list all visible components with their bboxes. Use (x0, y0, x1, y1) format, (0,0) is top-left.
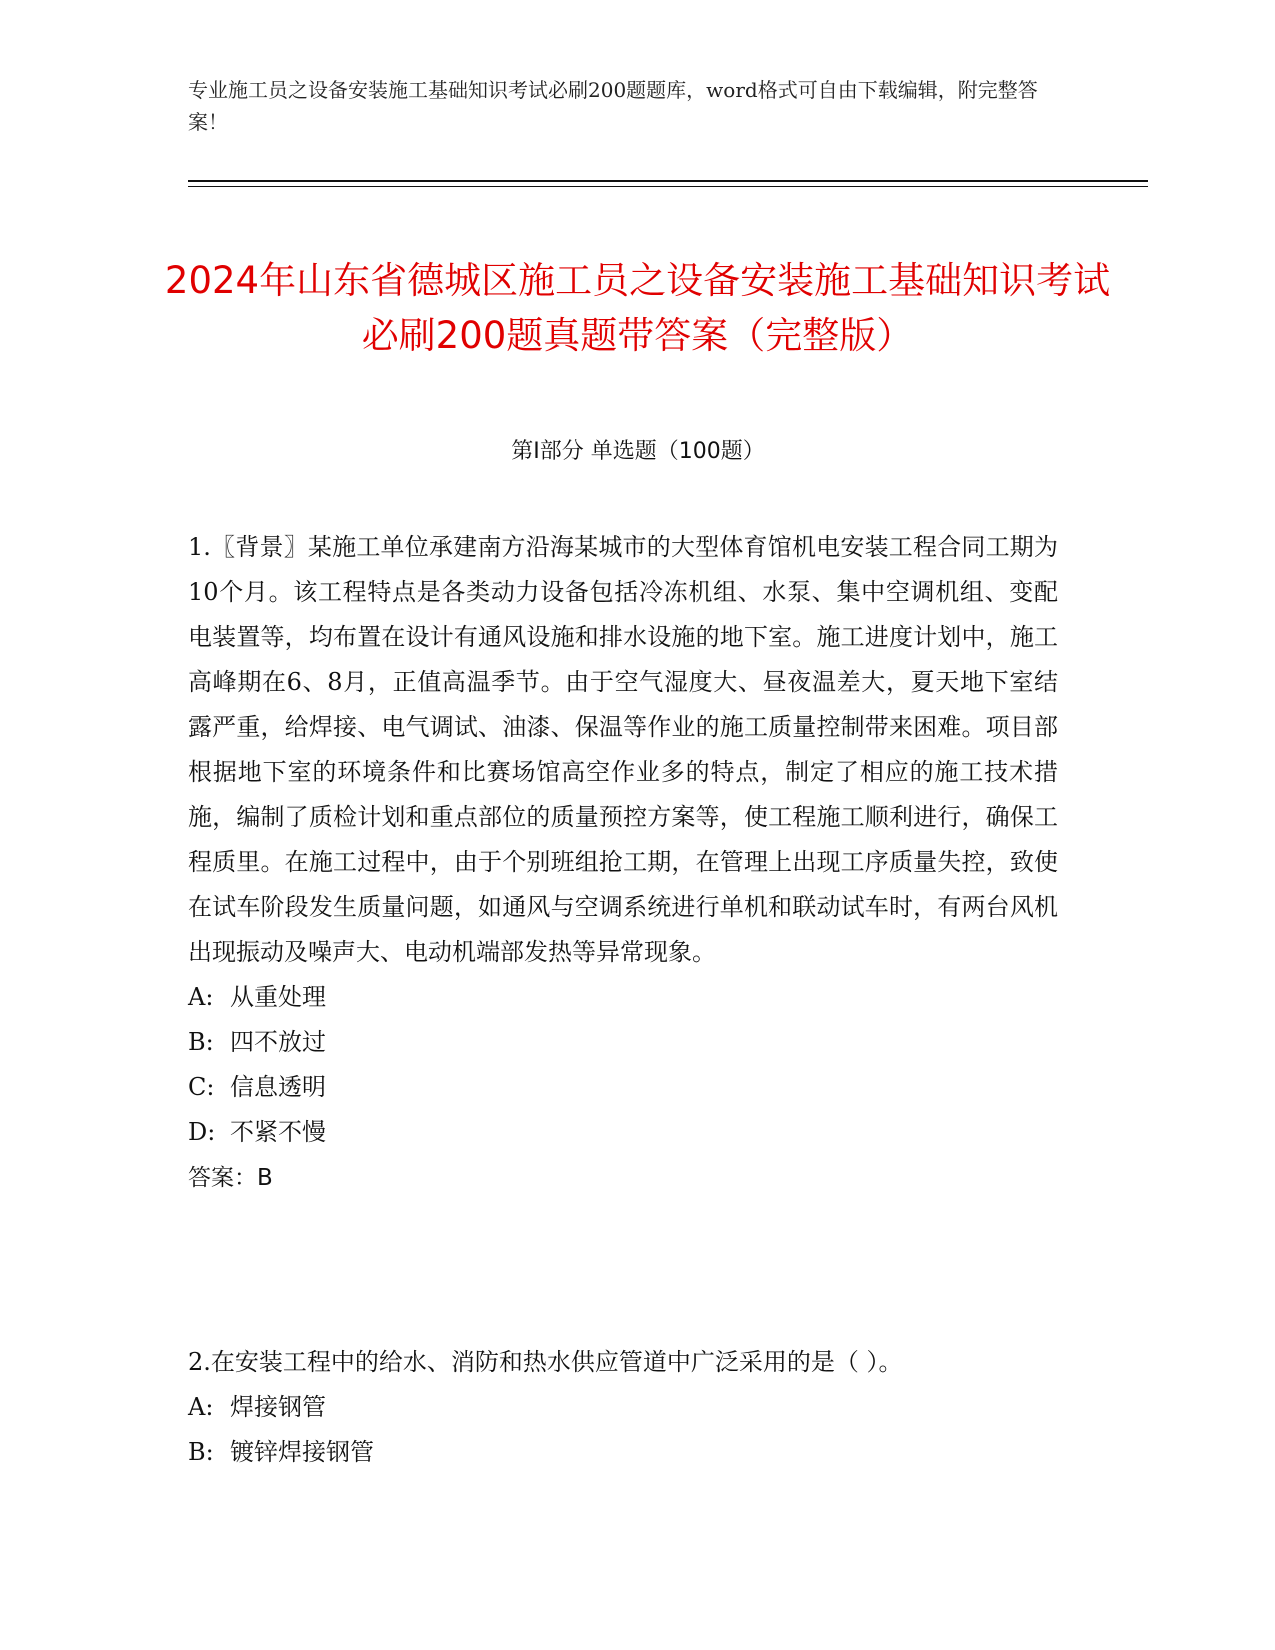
option-letter: C: (188, 1073, 215, 1101)
question-2-option-b (188, 1430, 1058, 1475)
option-text: 从重处理 (230, 983, 326, 1011)
question-1 (188, 525, 1058, 1201)
option-letter: D: (188, 1118, 216, 1146)
question-2-stem: 2.在安装工程中的给水、消防和热水供应管道中广泛采用的是（ ）。 (188, 1348, 903, 1376)
header-rule-thick (188, 180, 1148, 182)
question-1-options (188, 975, 1058, 1155)
question-1-answer: 答案：B (188, 1165, 273, 1191)
option-letter: B: (188, 1438, 214, 1466)
header-rule-thin (188, 186, 1148, 187)
section-heading: 第I部分 单选题（100题） (511, 439, 765, 464)
question-2-option-a (188, 1385, 1058, 1430)
document-title: 2024年山东省德城区施工员之设备安装施工基础知识考试必刷200题真题带答案（完整版） (164, 258, 1111, 357)
question-2 (188, 1340, 1058, 1475)
option-letter: A: (188, 1393, 214, 1421)
question-1-stem: 1.〖背景〗某施工单位承建南方沿海某城市的大型体育馆机电安装工程合同工期为10个月。该工程特点是各类动力设备包括冷冻机组、水泵、集中空调机组、变配电装置等，均布置在设计有通风设施和排水设施的地下室。施工进度计划中，施工高峰期在6、8月，正值高温季节。由于空气湿度大、昼夜温差大，夏天地下室结露严重，给焊接、电气调试、油漆、保温等作业的施工质量控制带来困难。项目部根据地下室的环境条件和比赛场馆高空作业多的特点，制定了相应的施工技术措施，编制了质检计划和重点部位的质量预控方案等，使工程施工顺利进行，确保工程质里。在施工过程中，由于个别班组抢工期，在管理上出现工序质量失控，致使在试车阶段发生质量问题，如通风与空调系统进行单机和联动试车时，有两台风机出现振动及噪声大、电动机端部发热等异常现象。 (188, 533, 1058, 966)
option-text: 四不放过 (230, 1028, 326, 1056)
option-text: 不紧不慢 (230, 1118, 326, 1146)
question-1-option-a (188, 975, 1058, 1020)
option-letter: B: (188, 1028, 214, 1056)
question-1-option-b (188, 1020, 1058, 1065)
option-text: 镀锌焊接钢管 (230, 1438, 374, 1466)
option-text: 信息透明 (230, 1073, 326, 1101)
header-note: 专业施工员之设备安装施工基础知识考试必刷200题题库，word格式可自由下载编辑，附完整答案！ (188, 78, 1038, 134)
option-text: 焊接钢管 (230, 1393, 326, 1421)
option-letter: A: (188, 983, 214, 1011)
question-1-option-c (188, 1065, 1058, 1110)
question-1-option-d (188, 1110, 1058, 1155)
question-2-options (188, 1385, 1058, 1475)
